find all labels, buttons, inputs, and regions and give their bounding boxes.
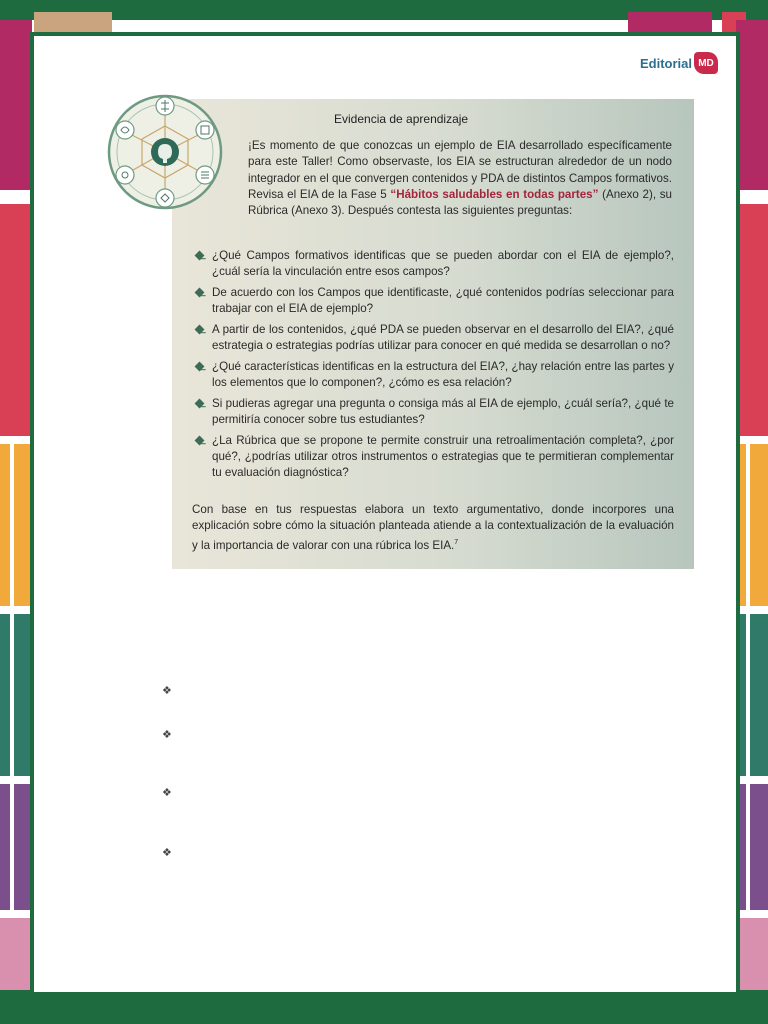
question-text: Si pudieras agregar una pregunta o consiga más al EIA de ejemplo, ¿cuál sería?, ¿qué te permitiría conocer sobre tus estudiantes? (212, 397, 674, 426)
question-item (196, 248, 674, 280)
logo-badge: MD (694, 52, 718, 74)
right-segment-orange (736, 444, 768, 606)
question-item (196, 322, 674, 354)
question-item (196, 285, 674, 317)
intro-text: ¡Es momento de que conozcas un ejemplo de EIA desarrollado específicamente para este Taller! Como observaste, los EIA se estructuran alrededor de un nodo integrador en el que convergen contenidos y PDA de distintos Campos formativos. Revisa el EIA de la Fase 5 (248, 139, 672, 201)
conclusion-text: Con base en tus respuestas elabora un texto argumentativo, donde incorpores una explicación sobre cómo la situación planteada atiende a la contextualización de la evaluación y la importancia de valorar con una rúbrica los EIA. (192, 503, 674, 552)
left-segment-purple (0, 784, 32, 910)
right-segment-red (736, 204, 768, 436)
right-decorative-column (736, 20, 768, 990)
left-segment-magenta (0, 20, 32, 190)
diamond-bullet-icon (195, 325, 205, 335)
logo-text: Editorial (639, 55, 692, 71)
question-text: ¿La Rúbrica que se propone te permite construir una retroalimentación completa?, ¿por qué?, ¿podrías utilizar otros instrumentos o estrategias que te permitieran complementar tu evaluación diagnóstica? (212, 434, 674, 479)
right-segment-teal (736, 614, 768, 776)
question-text: ¿Qué Campos formativos identificas que se pueden abordar con el EIA de ejemplo?, ¿cuál sería la vinculación entre esos campos? (212, 249, 674, 278)
evidence-intro (248, 138, 672, 219)
diamond-bullet-icon (195, 288, 205, 298)
evidence-conclusion (192, 502, 674, 554)
question-text: ¿Qué características identificas en la estructura del EIA?, ¿hay relación entre las partes y los elementos que lo componen?, ¿cómo es esa relación? (212, 360, 674, 389)
answer-bullet-icon: ❖ (162, 847, 172, 859)
right-segment-pink (736, 918, 768, 990)
diamond-bullet-icon (195, 436, 205, 446)
top-tab-tan (34, 12, 112, 34)
editorial-logo (640, 52, 718, 74)
intro-text-end: (Anexo 2), su Rúbrica (Anexo 3). Después contesta las siguientes preguntas: (248, 187, 672, 218)
question-item (196, 359, 674, 391)
left-segment-red (0, 204, 32, 436)
question-list (196, 248, 674, 486)
left-segment-pink (0, 918, 32, 990)
left-decorative-column (0, 20, 32, 990)
top-tab-magenta (628, 12, 712, 34)
diamond-bullet-icon (195, 399, 205, 409)
brain-emblem-icon (106, 86, 224, 218)
answer-bullet-icon: ❖ (162, 729, 172, 741)
diamond-bullet-icon (195, 362, 205, 372)
evidence-title: Evidencia de aprendizaje (334, 112, 469, 126)
diamond-bullet-icon (195, 251, 205, 261)
page-content (30, 32, 740, 996)
intro-highlight: “Hábitos saludables en todas partes” (390, 187, 599, 201)
question-text: De acuerdo con los Campos que identificaste, ¿qué contenidos podrías seleccionar para trabajar con el EIA de ejemplo? (212, 286, 674, 315)
footnote-mark: 7 (454, 538, 459, 546)
question-item (196, 396, 674, 428)
right-segment-magenta (736, 20, 768, 190)
answer-bullet-icon: ❖ (162, 685, 172, 697)
left-segment-teal (0, 614, 32, 776)
question-item (196, 433, 674, 481)
answer-bullet-icon: ❖ (162, 787, 172, 799)
left-segment-orange (0, 444, 32, 606)
question-text: A partir de los contenidos, ¿qué PDA se pueden observar en el desarrollo del EIA?, ¿qué estrategia o estrategias podrías utilizar para conocer en qué medida se desarrollan o no? (212, 323, 674, 352)
right-segment-purple (736, 784, 768, 910)
